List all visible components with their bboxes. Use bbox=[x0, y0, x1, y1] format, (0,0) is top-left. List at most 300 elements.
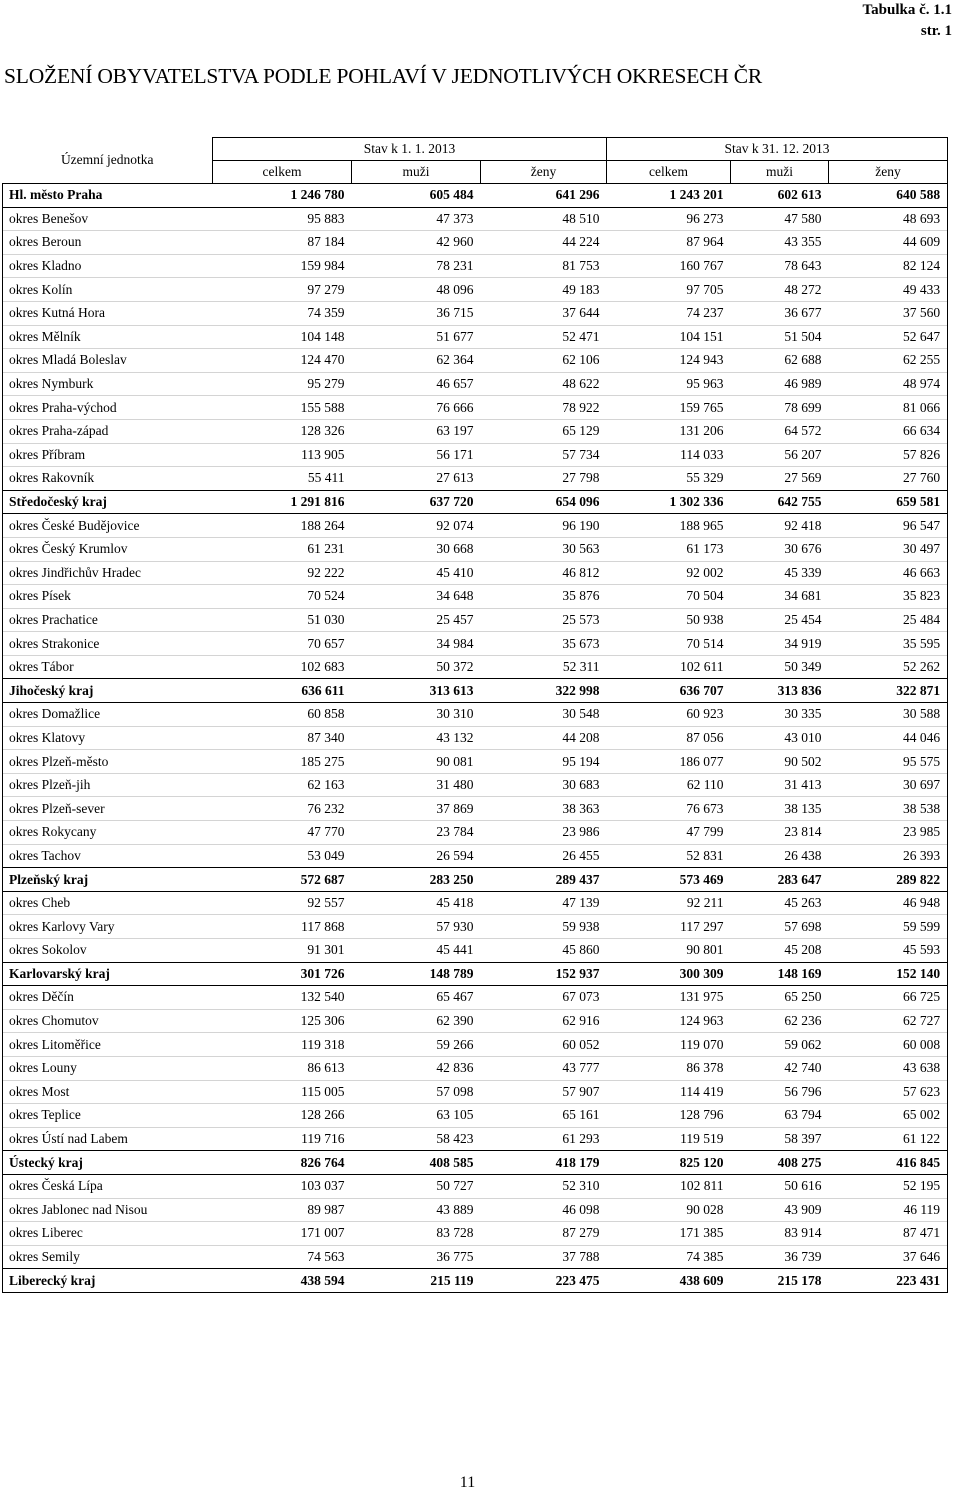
cell-women-start: 322 998 bbox=[481, 679, 607, 703]
cell-women-end: 95 575 bbox=[829, 750, 948, 774]
territorial-unit-name: Plzeňský kraj bbox=[3, 868, 213, 892]
page-reference: str. 1 bbox=[920, 23, 952, 39]
territorial-unit-name: okres Benešov bbox=[3, 207, 213, 231]
territorial-unit-name: okres Kolín bbox=[3, 278, 213, 302]
cell-men-start: 83 728 bbox=[352, 1222, 481, 1246]
territorial-unit-name: okres Beroun bbox=[3, 231, 213, 255]
cell-men-start: 92 074 bbox=[352, 514, 481, 538]
cell-total-end: 47 799 bbox=[607, 821, 731, 845]
cell-women-end: 52 647 bbox=[829, 325, 948, 349]
table-row-region-total bbox=[3, 184, 948, 208]
territorial-unit-name: okres Děčín bbox=[3, 986, 213, 1010]
cell-women-start: 35 673 bbox=[481, 632, 607, 656]
cell-men-start: 43 132 bbox=[352, 726, 481, 750]
cell-men-start: 62 390 bbox=[352, 1009, 481, 1033]
cell-total-start: 61 231 bbox=[213, 537, 352, 561]
table-row bbox=[3, 514, 948, 538]
cell-total-start: 47 770 bbox=[213, 821, 352, 845]
cell-women-end: 23 985 bbox=[829, 821, 948, 845]
cell-total-end: 128 796 bbox=[607, 1104, 731, 1128]
cell-total-start: 1 246 780 bbox=[213, 184, 352, 208]
territorial-unit-name: Liberecký kraj bbox=[3, 1269, 213, 1293]
cell-women-start: 67 073 bbox=[481, 986, 607, 1010]
cell-men-start: 47 373 bbox=[352, 207, 481, 231]
cell-total-start: 188 264 bbox=[213, 514, 352, 538]
cell-total-start: 53 049 bbox=[213, 844, 352, 868]
table-row bbox=[3, 278, 948, 302]
cell-men-start: 50 727 bbox=[352, 1174, 481, 1198]
cell-total-start: 438 594 bbox=[213, 1269, 352, 1293]
cell-men-end: 30 335 bbox=[731, 703, 829, 727]
cell-total-start: 117 868 bbox=[213, 915, 352, 939]
cell-women-start: 26 455 bbox=[481, 844, 607, 868]
cell-total-start: 125 306 bbox=[213, 1009, 352, 1033]
cell-total-start: 115 005 bbox=[213, 1080, 352, 1104]
cell-women-end: 322 871 bbox=[829, 679, 948, 703]
cell-women-end: 96 547 bbox=[829, 514, 948, 538]
column-header-total-start: celkem bbox=[213, 161, 352, 184]
cell-men-start: 63 105 bbox=[352, 1104, 481, 1128]
cell-men-start: 58 423 bbox=[352, 1127, 481, 1151]
cell-men-start: 31 480 bbox=[352, 773, 481, 797]
cell-men-end: 36 677 bbox=[731, 301, 829, 325]
cell-men-end: 642 755 bbox=[731, 490, 829, 514]
cell-men-start: 63 197 bbox=[352, 419, 481, 443]
cell-women-end: 87 471 bbox=[829, 1222, 948, 1246]
territorial-unit-name: okres České Budějovice bbox=[3, 514, 213, 538]
cell-women-end: 81 066 bbox=[829, 396, 948, 420]
cell-women-start: 57 907 bbox=[481, 1080, 607, 1104]
cell-men-end: 83 914 bbox=[731, 1222, 829, 1246]
cell-total-start: 55 411 bbox=[213, 467, 352, 491]
territorial-unit-name: okres Louny bbox=[3, 1056, 213, 1080]
column-header-women-end: ženy bbox=[829, 161, 948, 184]
cell-women-start: 87 279 bbox=[481, 1222, 607, 1246]
territorial-unit-name: okres Mladá Boleslav bbox=[3, 349, 213, 373]
table-row bbox=[3, 325, 948, 349]
cell-men-start: 51 677 bbox=[352, 325, 481, 349]
cell-men-start: 76 666 bbox=[352, 396, 481, 420]
territorial-unit-name: okres Jablonec nad Nisou bbox=[3, 1198, 213, 1222]
table-row bbox=[3, 1245, 948, 1269]
territorial-unit-name: okres Praha-západ bbox=[3, 419, 213, 443]
cell-men-start: 90 081 bbox=[352, 750, 481, 774]
cell-women-start: 47 139 bbox=[481, 891, 607, 915]
cell-women-start: 27 798 bbox=[481, 467, 607, 491]
territorial-unit-name: okres Tábor bbox=[3, 655, 213, 679]
cell-total-end: 76 673 bbox=[607, 797, 731, 821]
table-row bbox=[3, 561, 948, 585]
cell-men-end: 602 613 bbox=[731, 184, 829, 208]
cell-women-end: 659 581 bbox=[829, 490, 948, 514]
cell-men-start: 48 096 bbox=[352, 278, 481, 302]
cell-women-start: 30 548 bbox=[481, 703, 607, 727]
column-header-unit: Územní jednotka bbox=[3, 138, 213, 184]
cell-total-end: 119 519 bbox=[607, 1127, 731, 1151]
cell-men-end: 65 250 bbox=[731, 986, 829, 1010]
cell-total-end: 87 964 bbox=[607, 231, 731, 255]
cell-women-end: 30 588 bbox=[829, 703, 948, 727]
territorial-unit-name: okres Nymburk bbox=[3, 372, 213, 396]
cell-men-start: 36 775 bbox=[352, 1245, 481, 1269]
table-row bbox=[3, 301, 948, 325]
territorial-unit-name: okres Mělník bbox=[3, 325, 213, 349]
cell-men-end: 38 135 bbox=[731, 797, 829, 821]
cell-men-end: 59 062 bbox=[731, 1033, 829, 1057]
cell-men-start: 42 836 bbox=[352, 1056, 481, 1080]
cell-men-start: 23 784 bbox=[352, 821, 481, 845]
cell-women-start: 25 573 bbox=[481, 608, 607, 632]
table-row bbox=[3, 231, 948, 255]
cell-total-end: 104 151 bbox=[607, 325, 731, 349]
cell-total-end: 92 002 bbox=[607, 561, 731, 585]
cell-women-start: 48 622 bbox=[481, 372, 607, 396]
cell-women-end: 152 140 bbox=[829, 962, 948, 986]
cell-men-end: 64 572 bbox=[731, 419, 829, 443]
cell-women-end: 59 599 bbox=[829, 915, 948, 939]
cell-men-start: 408 585 bbox=[352, 1151, 481, 1175]
table-row bbox=[3, 1198, 948, 1222]
cell-total-end: 92 211 bbox=[607, 891, 731, 915]
table-row bbox=[3, 1009, 948, 1033]
table-row bbox=[3, 844, 948, 868]
cell-men-end: 50 616 bbox=[731, 1174, 829, 1198]
cell-total-end: 62 110 bbox=[607, 773, 731, 797]
cell-women-end: 46 948 bbox=[829, 891, 948, 915]
table-row bbox=[3, 254, 948, 278]
cell-women-end: 35 823 bbox=[829, 585, 948, 609]
cell-women-end: 48 693 bbox=[829, 207, 948, 231]
cell-women-start: 52 311 bbox=[481, 655, 607, 679]
cell-men-start: 27 613 bbox=[352, 467, 481, 491]
cell-total-end: 90 801 bbox=[607, 939, 731, 963]
cell-women-start: 44 208 bbox=[481, 726, 607, 750]
cell-total-end: 95 963 bbox=[607, 372, 731, 396]
cell-men-end: 408 275 bbox=[731, 1151, 829, 1175]
cell-men-end: 48 272 bbox=[731, 278, 829, 302]
cell-total-start: 70 524 bbox=[213, 585, 352, 609]
cell-men-end: 56 796 bbox=[731, 1080, 829, 1104]
territorial-unit-name: okres Teplice bbox=[3, 1104, 213, 1128]
cell-women-start: 223 475 bbox=[481, 1269, 607, 1293]
cell-men-end: 215 178 bbox=[731, 1269, 829, 1293]
cell-women-end: 27 760 bbox=[829, 467, 948, 491]
table-row bbox=[3, 750, 948, 774]
cell-women-start: 65 161 bbox=[481, 1104, 607, 1128]
cell-total-end: 1 302 336 bbox=[607, 490, 731, 514]
cell-men-start: 78 231 bbox=[352, 254, 481, 278]
cell-women-start: 96 190 bbox=[481, 514, 607, 538]
cell-men-start: 148 789 bbox=[352, 962, 481, 986]
cell-women-start: 62 916 bbox=[481, 1009, 607, 1033]
cell-total-start: 70 657 bbox=[213, 632, 352, 656]
cell-men-start: 46 657 bbox=[352, 372, 481, 396]
cell-total-end: 70 504 bbox=[607, 585, 731, 609]
cell-men-end: 34 919 bbox=[731, 632, 829, 656]
cell-total-start: 76 232 bbox=[213, 797, 352, 821]
cell-total-start: 62 163 bbox=[213, 773, 352, 797]
cell-women-start: 49 183 bbox=[481, 278, 607, 302]
cell-men-end: 56 207 bbox=[731, 443, 829, 467]
cell-women-end: 26 393 bbox=[829, 844, 948, 868]
table-row bbox=[3, 608, 948, 632]
table-row bbox=[3, 986, 948, 1010]
cell-women-start: 62 106 bbox=[481, 349, 607, 373]
cell-men-start: 45 418 bbox=[352, 891, 481, 915]
cell-total-start: 171 007 bbox=[213, 1222, 352, 1246]
cell-men-end: 58 397 bbox=[731, 1127, 829, 1151]
cell-men-start: 57 930 bbox=[352, 915, 481, 939]
cell-women-start: 23 986 bbox=[481, 821, 607, 845]
territorial-unit-name: okres Semily bbox=[3, 1245, 213, 1269]
table-row-region-total bbox=[3, 1151, 948, 1175]
cell-total-end: 186 077 bbox=[607, 750, 731, 774]
territorial-unit-name: okres Prachatice bbox=[3, 608, 213, 632]
table-row bbox=[3, 939, 948, 963]
cell-total-end: 87 056 bbox=[607, 726, 731, 750]
cell-women-end: 62 727 bbox=[829, 1009, 948, 1033]
territorial-unit-name: okres Plzeň-město bbox=[3, 750, 213, 774]
cell-men-end: 313 836 bbox=[731, 679, 829, 703]
territorial-unit-name: okres Karlovy Vary bbox=[3, 915, 213, 939]
cell-women-start: 48 510 bbox=[481, 207, 607, 231]
cell-women-end: 640 588 bbox=[829, 184, 948, 208]
cell-total-start: 95 279 bbox=[213, 372, 352, 396]
cell-total-end: 300 309 bbox=[607, 962, 731, 986]
cell-men-start: 26 594 bbox=[352, 844, 481, 868]
cell-total-end: 160 767 bbox=[607, 254, 731, 278]
cell-women-start: 43 777 bbox=[481, 1056, 607, 1080]
table-row-region-total bbox=[3, 679, 948, 703]
cell-women-end: 61 122 bbox=[829, 1127, 948, 1151]
cell-total-start: 113 905 bbox=[213, 443, 352, 467]
cell-women-end: 60 008 bbox=[829, 1033, 948, 1057]
cell-women-end: 35 595 bbox=[829, 632, 948, 656]
territorial-unit-name: okres Jindřichův Hradec bbox=[3, 561, 213, 585]
cell-women-start: 44 224 bbox=[481, 231, 607, 255]
table-row bbox=[3, 537, 948, 561]
cell-women-end: 25 484 bbox=[829, 608, 948, 632]
territorial-unit-name: okres Rokycany bbox=[3, 821, 213, 845]
territorial-unit-name: okres Ústí nad Labem bbox=[3, 1127, 213, 1151]
cell-men-start: 62 364 bbox=[352, 349, 481, 373]
cell-total-end: 124 943 bbox=[607, 349, 731, 373]
cell-total-end: 74 385 bbox=[607, 1245, 731, 1269]
cell-total-start: 60 858 bbox=[213, 703, 352, 727]
cell-total-start: 185 275 bbox=[213, 750, 352, 774]
cell-total-start: 86 613 bbox=[213, 1056, 352, 1080]
cell-men-end: 148 169 bbox=[731, 962, 829, 986]
cell-men-start: 37 869 bbox=[352, 797, 481, 821]
cell-women-end: 82 124 bbox=[829, 254, 948, 278]
cell-women-end: 49 433 bbox=[829, 278, 948, 302]
cell-men-end: 31 413 bbox=[731, 773, 829, 797]
cell-women-end: 66 725 bbox=[829, 986, 948, 1010]
cell-women-end: 62 255 bbox=[829, 349, 948, 373]
cell-women-end: 38 538 bbox=[829, 797, 948, 821]
cell-men-end: 30 676 bbox=[731, 537, 829, 561]
cell-total-end: 74 237 bbox=[607, 301, 731, 325]
cell-men-start: 25 457 bbox=[352, 608, 481, 632]
table-row bbox=[3, 585, 948, 609]
cell-men-start: 605 484 bbox=[352, 184, 481, 208]
table-row bbox=[3, 396, 948, 420]
population-table bbox=[2, 137, 948, 1293]
cell-total-start: 132 540 bbox=[213, 986, 352, 1010]
cell-men-end: 51 504 bbox=[731, 325, 829, 349]
cell-total-start: 97 279 bbox=[213, 278, 352, 302]
cell-women-end: 65 002 bbox=[829, 1104, 948, 1128]
cell-total-end: 171 385 bbox=[607, 1222, 731, 1246]
cell-men-end: 42 740 bbox=[731, 1056, 829, 1080]
territorial-unit-name: okres Česká Lípa bbox=[3, 1174, 213, 1198]
cell-total-end: 52 831 bbox=[607, 844, 731, 868]
column-group-start: Stav k 1. 1. 2013 bbox=[213, 138, 607, 161]
cell-men-end: 50 349 bbox=[731, 655, 829, 679]
table-row-region-total bbox=[3, 962, 948, 986]
cell-women-end: 30 697 bbox=[829, 773, 948, 797]
cell-total-end: 1 243 201 bbox=[607, 184, 731, 208]
territorial-unit-name: okres Liberec bbox=[3, 1222, 213, 1246]
table-body bbox=[3, 184, 948, 1293]
cell-total-start: 95 883 bbox=[213, 207, 352, 231]
table-row bbox=[3, 1056, 948, 1080]
cell-total-end: 102 611 bbox=[607, 655, 731, 679]
cell-total-start: 301 726 bbox=[213, 962, 352, 986]
cell-women-end: 223 431 bbox=[829, 1269, 948, 1293]
cell-total-end: 124 963 bbox=[607, 1009, 731, 1033]
cell-women-end: 43 638 bbox=[829, 1056, 948, 1080]
cell-total-end: 97 705 bbox=[607, 278, 731, 302]
cell-men-end: 27 569 bbox=[731, 467, 829, 491]
table-reference bbox=[863, 0, 952, 42]
table-row bbox=[3, 797, 948, 821]
table-row bbox=[3, 1080, 948, 1104]
territorial-unit-name: Středočeský kraj bbox=[3, 490, 213, 514]
cell-women-start: 38 363 bbox=[481, 797, 607, 821]
cell-men-start: 65 467 bbox=[352, 986, 481, 1010]
cell-women-start: 65 129 bbox=[481, 419, 607, 443]
cell-women-end: 44 046 bbox=[829, 726, 948, 750]
cell-total-end: 636 707 bbox=[607, 679, 731, 703]
table-row bbox=[3, 1104, 948, 1128]
cell-men-end: 45 339 bbox=[731, 561, 829, 585]
table-row bbox=[3, 726, 948, 750]
cell-women-start: 46 098 bbox=[481, 1198, 607, 1222]
cell-total-end: 159 765 bbox=[607, 396, 731, 420]
cell-men-end: 45 208 bbox=[731, 939, 829, 963]
cell-women-end: 52 262 bbox=[829, 655, 948, 679]
table-row bbox=[3, 372, 948, 396]
territorial-unit-name: okres Domažlice bbox=[3, 703, 213, 727]
cell-women-end: 44 609 bbox=[829, 231, 948, 255]
cell-women-start: 35 876 bbox=[481, 585, 607, 609]
cell-total-start: 104 148 bbox=[213, 325, 352, 349]
cell-women-start: 30 563 bbox=[481, 537, 607, 561]
territorial-unit-name: Karlovarský kraj bbox=[3, 962, 213, 986]
cell-total-end: 188 965 bbox=[607, 514, 731, 538]
cell-men-end: 62 236 bbox=[731, 1009, 829, 1033]
territorial-unit-name: okres Příbram bbox=[3, 443, 213, 467]
cell-women-start: 641 296 bbox=[481, 184, 607, 208]
cell-men-start: 283 250 bbox=[352, 868, 481, 892]
cell-total-end: 70 514 bbox=[607, 632, 731, 656]
table-row bbox=[3, 349, 948, 373]
cell-men-end: 283 647 bbox=[731, 868, 829, 892]
cell-men-start: 34 648 bbox=[352, 585, 481, 609]
cell-total-start: 572 687 bbox=[213, 868, 352, 892]
cell-men-start: 50 372 bbox=[352, 655, 481, 679]
cell-total-end: 131 206 bbox=[607, 419, 731, 443]
page-title: SLOŽENÍ OBYVATELSTVA PODLE POHLAVÍ V JEDNOTLIVÝCH OKRESECH ČR bbox=[4, 64, 763, 88]
cell-total-start: 124 470 bbox=[213, 349, 352, 373]
cell-total-start: 87 340 bbox=[213, 726, 352, 750]
column-header-women-start: ženy bbox=[481, 161, 607, 184]
table-number: Tabulka č. 1.1 bbox=[862, 2, 952, 18]
cell-women-start: 60 052 bbox=[481, 1033, 607, 1057]
cell-women-start: 152 937 bbox=[481, 962, 607, 986]
cell-women-end: 52 195 bbox=[829, 1174, 948, 1198]
cell-men-end: 78 699 bbox=[731, 396, 829, 420]
cell-total-start: 1 291 816 bbox=[213, 490, 352, 514]
cell-men-end: 34 681 bbox=[731, 585, 829, 609]
table-row bbox=[3, 891, 948, 915]
table-row bbox=[3, 467, 948, 491]
cell-women-end: 57 623 bbox=[829, 1080, 948, 1104]
territorial-unit-name: okres Strakonice bbox=[3, 632, 213, 656]
table-row bbox=[3, 443, 948, 467]
cell-total-start: 51 030 bbox=[213, 608, 352, 632]
cell-men-end: 90 502 bbox=[731, 750, 829, 774]
table-row-region-total bbox=[3, 490, 948, 514]
cell-men-start: 59 266 bbox=[352, 1033, 481, 1057]
cell-women-start: 78 922 bbox=[481, 396, 607, 420]
cell-total-end: 438 609 bbox=[607, 1269, 731, 1293]
cell-men-start: 34 984 bbox=[352, 632, 481, 656]
column-header-men-end: muži bbox=[731, 161, 829, 184]
cell-total-end: 61 173 bbox=[607, 537, 731, 561]
territorial-unit-name: okres Chomutov bbox=[3, 1009, 213, 1033]
cell-total-start: 826 764 bbox=[213, 1151, 352, 1175]
column-header-total-end: celkem bbox=[607, 161, 731, 184]
cell-women-start: 418 179 bbox=[481, 1151, 607, 1175]
table-row bbox=[3, 703, 948, 727]
cell-women-end: 46 119 bbox=[829, 1198, 948, 1222]
cell-men-end: 23 814 bbox=[731, 821, 829, 845]
column-header-men-start: muži bbox=[352, 161, 481, 184]
cell-total-start: 119 716 bbox=[213, 1127, 352, 1151]
territorial-unit-name: okres Rakovník bbox=[3, 467, 213, 491]
table-row bbox=[3, 821, 948, 845]
territorial-unit-name: okres Praha-východ bbox=[3, 396, 213, 420]
cell-men-start: 45 410 bbox=[352, 561, 481, 585]
cell-total-end: 114 419 bbox=[607, 1080, 731, 1104]
cell-total-start: 103 037 bbox=[213, 1174, 352, 1198]
cell-total-start: 636 611 bbox=[213, 679, 352, 703]
cell-women-end: 48 974 bbox=[829, 372, 948, 396]
cell-men-start: 36 715 bbox=[352, 301, 481, 325]
cell-women-end: 37 560 bbox=[829, 301, 948, 325]
cell-men-end: 43 010 bbox=[731, 726, 829, 750]
territorial-unit-name: okres Plzeň-sever bbox=[3, 797, 213, 821]
cell-women-start: 61 293 bbox=[481, 1127, 607, 1151]
cell-total-end: 102 811 bbox=[607, 1174, 731, 1198]
cell-men-start: 30 310 bbox=[352, 703, 481, 727]
territorial-unit-name: okres Kutná Hora bbox=[3, 301, 213, 325]
territorial-unit-name: okres Klatovy bbox=[3, 726, 213, 750]
table-row bbox=[3, 773, 948, 797]
page-number: 11 bbox=[459, 1474, 476, 1491]
